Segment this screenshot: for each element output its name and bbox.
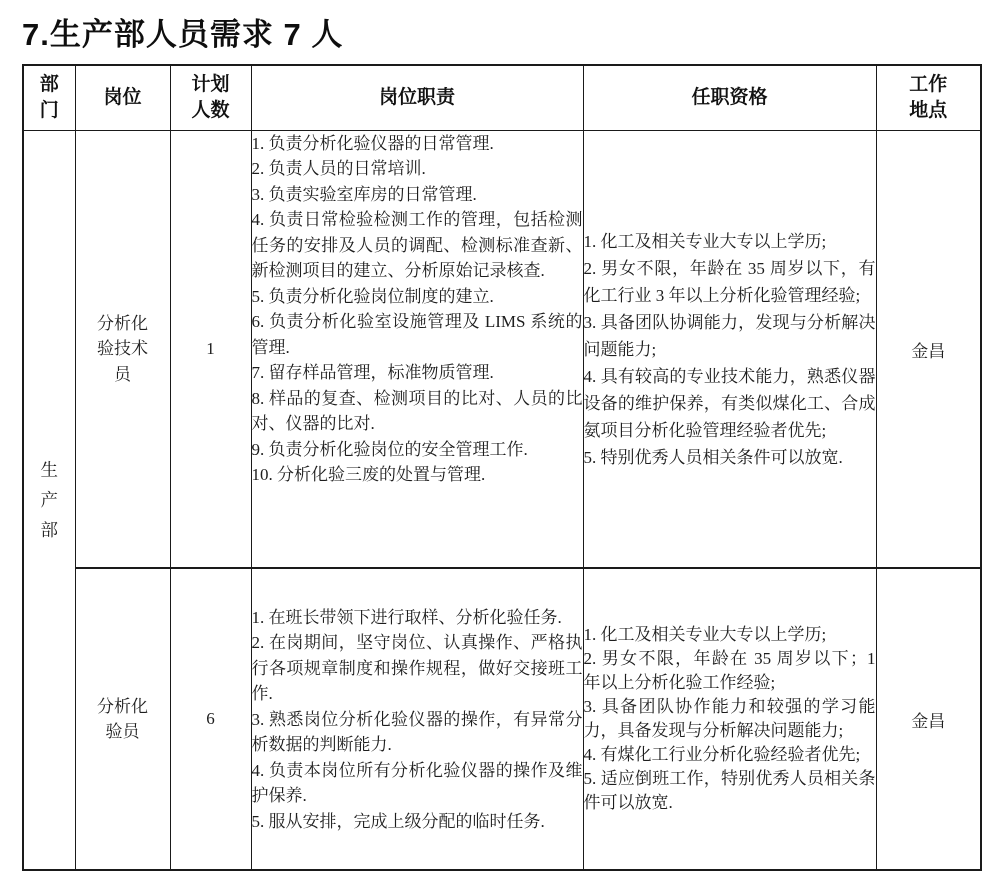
header-cell-department	[23, 65, 75, 131]
section-title: 7.生产部人员需求 7 人	[22, 17, 344, 52]
duties-cell	[251, 130, 583, 568]
position-cell	[75, 130, 170, 568]
list-item: 3. 负责实验室库房的日常管理.	[251, 184, 477, 204]
list-item: 1. 化工及相关专业大专以上学历;	[583, 231, 827, 251]
header-label-position: 岗位	[103, 86, 142, 108]
list-item: 2. 在岗期间，坚守岗位、认真操作、严格执行各项规章制度和操作规程，做好交接班工作.	[251, 633, 583, 703]
list-item: 2. 男女不限，年龄在 35 周岁以下，有化工行业 3 年以上分析化验管理经验;	[583, 258, 876, 305]
header-cell-qualifications	[583, 65, 876, 131]
department-cell	[23, 130, 75, 870]
list-item: 5. 负责分析化验岗位制度的建立.	[251, 286, 494, 306]
list-item: 1. 化工及相关专业大专以上学历;	[583, 625, 827, 645]
position-label: 分析化验员	[97, 696, 148, 742]
location-cell: 金昌	[876, 568, 981, 870]
position-label: 分析化验技术员	[97, 313, 148, 384]
header-label-qualifications: 任职资格	[691, 86, 768, 108]
staffing-table	[22, 64, 982, 872]
list-item: 7. 留存样品管理，标准物质管理.	[251, 363, 494, 383]
list-item: 2. 男女不限，年龄在 35 周岁以下；1 年以上分析化验工作经验;	[583, 649, 876, 693]
duties-cell	[251, 568, 583, 870]
list-item: 3. 具备团队协作能力和较强的学习能力，具备发现与分析解决问题能力;	[583, 697, 876, 741]
header-cell-planned-count	[170, 65, 251, 131]
list-item: 1. 负责分析化验仪器的日常管理.	[251, 133, 494, 153]
list-item: 4. 负责本岗位所有分析化验仪器的操作及维护保养.	[251, 760, 583, 805]
list-item: 1. 在班长带领下进行取样、分析化验任务.	[251, 607, 562, 627]
qualifications-cell	[583, 568, 876, 870]
list-item: 2. 负责人员的日常培训.	[251, 159, 426, 179]
list-item: 4. 负责日常检验检测工作的管理，包括检测任务的安排及人员的调配、检测标准查新、新检测项目的建立、分析原始记录核查.	[251, 210, 583, 281]
headcount-cell: 1	[170, 130, 251, 568]
list-item: 5. 适应倒班工作，特别优秀人员相关条件可以放宽.	[583, 769, 876, 813]
header-label-planned-count: 计划人数	[191, 74, 230, 121]
header-row	[23, 65, 981, 131]
list-item: 6. 负责分析化验室设施管理及 LIMS 系统的管理.	[251, 312, 583, 357]
qualifications-cell	[583, 130, 876, 568]
header-cell-duties	[251, 65, 583, 131]
header-label-department: 部门	[39, 74, 59, 121]
list-item: 4. 有煤化工行业分析化验经验者优先;	[583, 745, 861, 765]
header-cell-position	[75, 65, 170, 131]
list-item: 4. 具有较高的专业技术能力，熟悉仪器设备的维护保养，有类似煤化工、合成氨项目分析化验管理经验者优先;	[583, 366, 876, 440]
list-item: 5. 特别优秀人员相关条件可以放宽.	[583, 447, 843, 467]
list-item: 8. 样品的复查、检测项目的比对、人员的比对、仪器的比对.	[251, 388, 583, 434]
list-item: 5. 服从安排，完成上级分配的临时任务.	[251, 811, 545, 831]
list-item: 3. 熟悉岗位分析化验仪器的操作，有异常分析数据的判断能力.	[251, 709, 583, 754]
list-item: 9. 负责分析化验岗位的安全管理工作.	[251, 439, 528, 459]
headcount-cell: 6	[170, 568, 251, 870]
location-cell: 金昌	[876, 130, 981, 568]
table-row-analysis-operator	[23, 568, 981, 870]
department-label: 生产部	[40, 459, 58, 541]
header-cell-location	[876, 65, 981, 131]
position-cell	[75, 568, 170, 870]
table-row-analysis-technician	[23, 130, 981, 568]
list-item: 10. 分析化验三废的处置与管理.	[251, 465, 486, 485]
list-item: 3. 具备团队协调能力，发现与分析解决问题能力;	[583, 312, 876, 359]
header-label-location: 工作地点	[909, 74, 948, 121]
header-label-duties: 岗位职责	[378, 86, 455, 108]
